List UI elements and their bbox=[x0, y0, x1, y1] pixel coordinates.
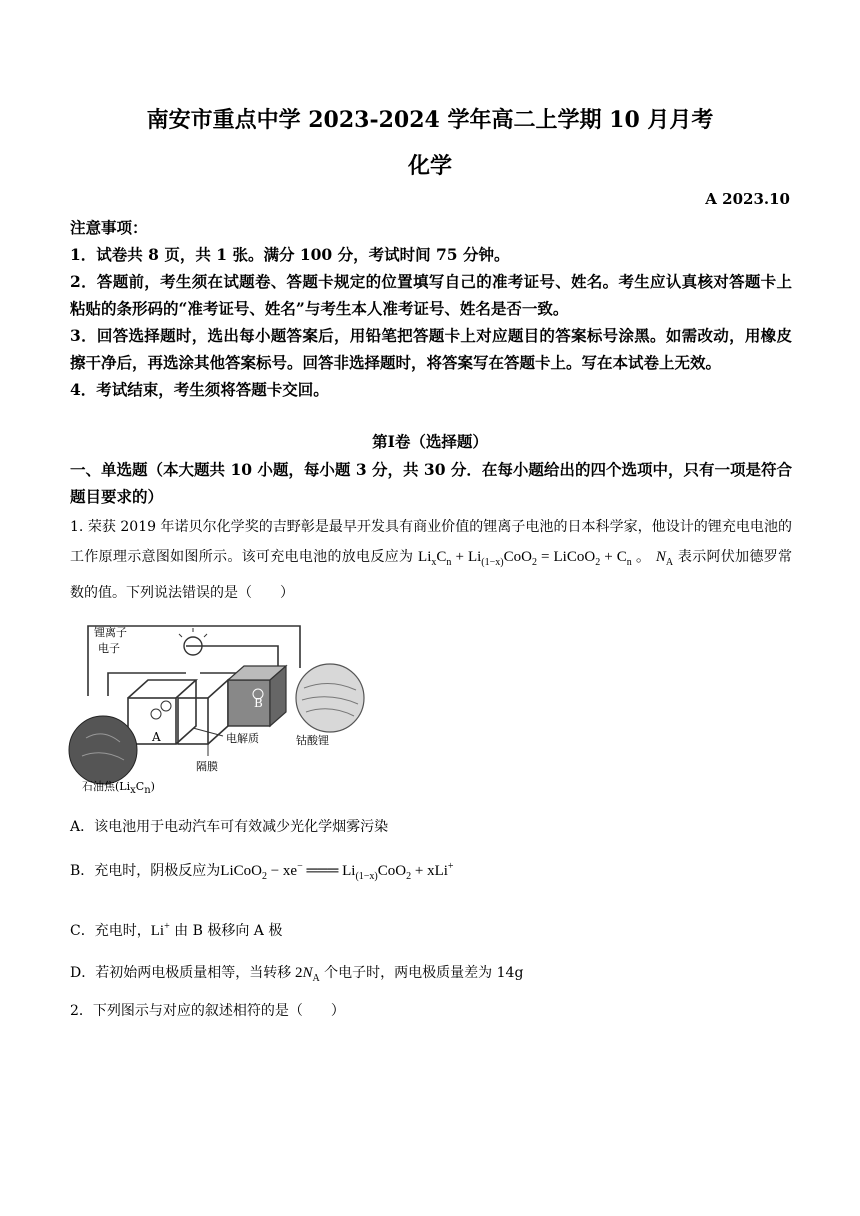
cathode-label: 钴酸锂 bbox=[296, 734, 329, 747]
notes-item: 1．试卷共 8 页，共 1 张。满分 100 分，考试时间 75 分钟。 bbox=[70, 245, 510, 264]
option-b-formula: LiCoO$_2$ − xe− ═══ $Li_{(1-x)}CoO_2 + xLi^+$ bbox=[220, 861, 454, 882]
notes-item: 2．答题前，考生须在试题卷、答题卡规定的位置填写自己的准考证号、姓名。考生应认真核对答题卡上粘贴的条形码的“准考证号、姓名”与考生本人准考证号、姓名是否一致。 bbox=[70, 272, 792, 318]
anode-label bbox=[82, 778, 155, 796]
option-b bbox=[70, 860, 792, 882]
option-d bbox=[70, 962, 792, 984]
option-c-formula: Li+ bbox=[150, 921, 170, 939]
notes-heading: 注意事项： bbox=[70, 218, 148, 237]
notes-block bbox=[70, 214, 792, 403]
discharge-equation: $Li_xC_n + Li_{(1-x)}CoO_2$ = LiCoO$_2$ + $C_n$ 。 bbox=[418, 549, 652, 568]
anode-label-text: 石油焦(Li bbox=[82, 780, 131, 793]
exam-date: A 2023.10 bbox=[705, 190, 790, 208]
legend-ion: 锂离子 bbox=[94, 626, 127, 639]
separator-label: 隔膜 bbox=[196, 760, 218, 773]
legend-electron: 电子 bbox=[98, 642, 120, 655]
notes-item: 4．考试结束，考生须将答题卡交回。 bbox=[70, 380, 329, 399]
option-c-text: C．充电时， bbox=[70, 923, 151, 939]
question-1-stem-tail: 表示阿伏加德罗常数的值。下列说法错误的是（ ） bbox=[70, 549, 793, 601]
subject-title: 化学 bbox=[407, 153, 452, 179]
anode-close: ) bbox=[150, 780, 155, 793]
question-1-stem bbox=[70, 512, 792, 608]
part-heading: 第Ⅰ卷（选择题） bbox=[372, 432, 488, 451]
option-a: A．该电池用于电动汽车可有效减少光化学烟雾污染 bbox=[70, 819, 389, 835]
anode-x: x bbox=[130, 785, 136, 797]
question-1-stem-text: 1. 荣获 2019 年诺贝尔化学奖的吉野彰是最早开发具有商业价值的锂离子电池的日本科学家，他设计的锂充电电池的工作原理示意图如图所示。该可充电电池的放电反应为 bbox=[70, 519, 792, 565]
electrode-a-label: A bbox=[152, 730, 161, 744]
exam-title: 南安市重点中学 2023-2024 学年高二上学期 10 月月考 bbox=[146, 107, 714, 133]
anode-n: n bbox=[144, 785, 151, 797]
option-d-text: D．若初始两电极质量相等，当转移 bbox=[70, 965, 292, 981]
notes-item: 3．回答选择题时，选出每小题答案后，用铅笔把答题卡上对应题目的答案标号涂黑。如需改动，用橡皮擦干净后，再选涂其他答案标号。回答非选择题时，将答案写在答题卡上。写在本试卷上无效。 bbox=[70, 326, 792, 372]
battery-diagram bbox=[68, 618, 368, 798]
option-d-tail: 个电子时，两电极质量差为 14g bbox=[319, 965, 524, 981]
electrolyte-label: 电解质 bbox=[226, 732, 259, 745]
anode-c: C bbox=[135, 780, 145, 793]
section-heading: 一、单选题（本大题共 10 小题，每小题 3 分，共 30 分．在每小题给出的四个选项中，只有一项是符合题目要求的） bbox=[70, 460, 792, 506]
option-c bbox=[70, 920, 792, 940]
option-c-tail: 由 B 极移向 A 极 bbox=[169, 923, 283, 939]
option-b-text: B．充电时，阴极反应为 bbox=[70, 863, 221, 879]
electrode-b-label: B bbox=[254, 696, 263, 710]
question-2-stem: 2．下列图示与对应的叙述相符的是（ ） bbox=[70, 1003, 345, 1019]
option-d-formula: $2N_A$ bbox=[291, 965, 320, 984]
avogadro-symbol: $N_A$ bbox=[655, 549, 674, 568]
